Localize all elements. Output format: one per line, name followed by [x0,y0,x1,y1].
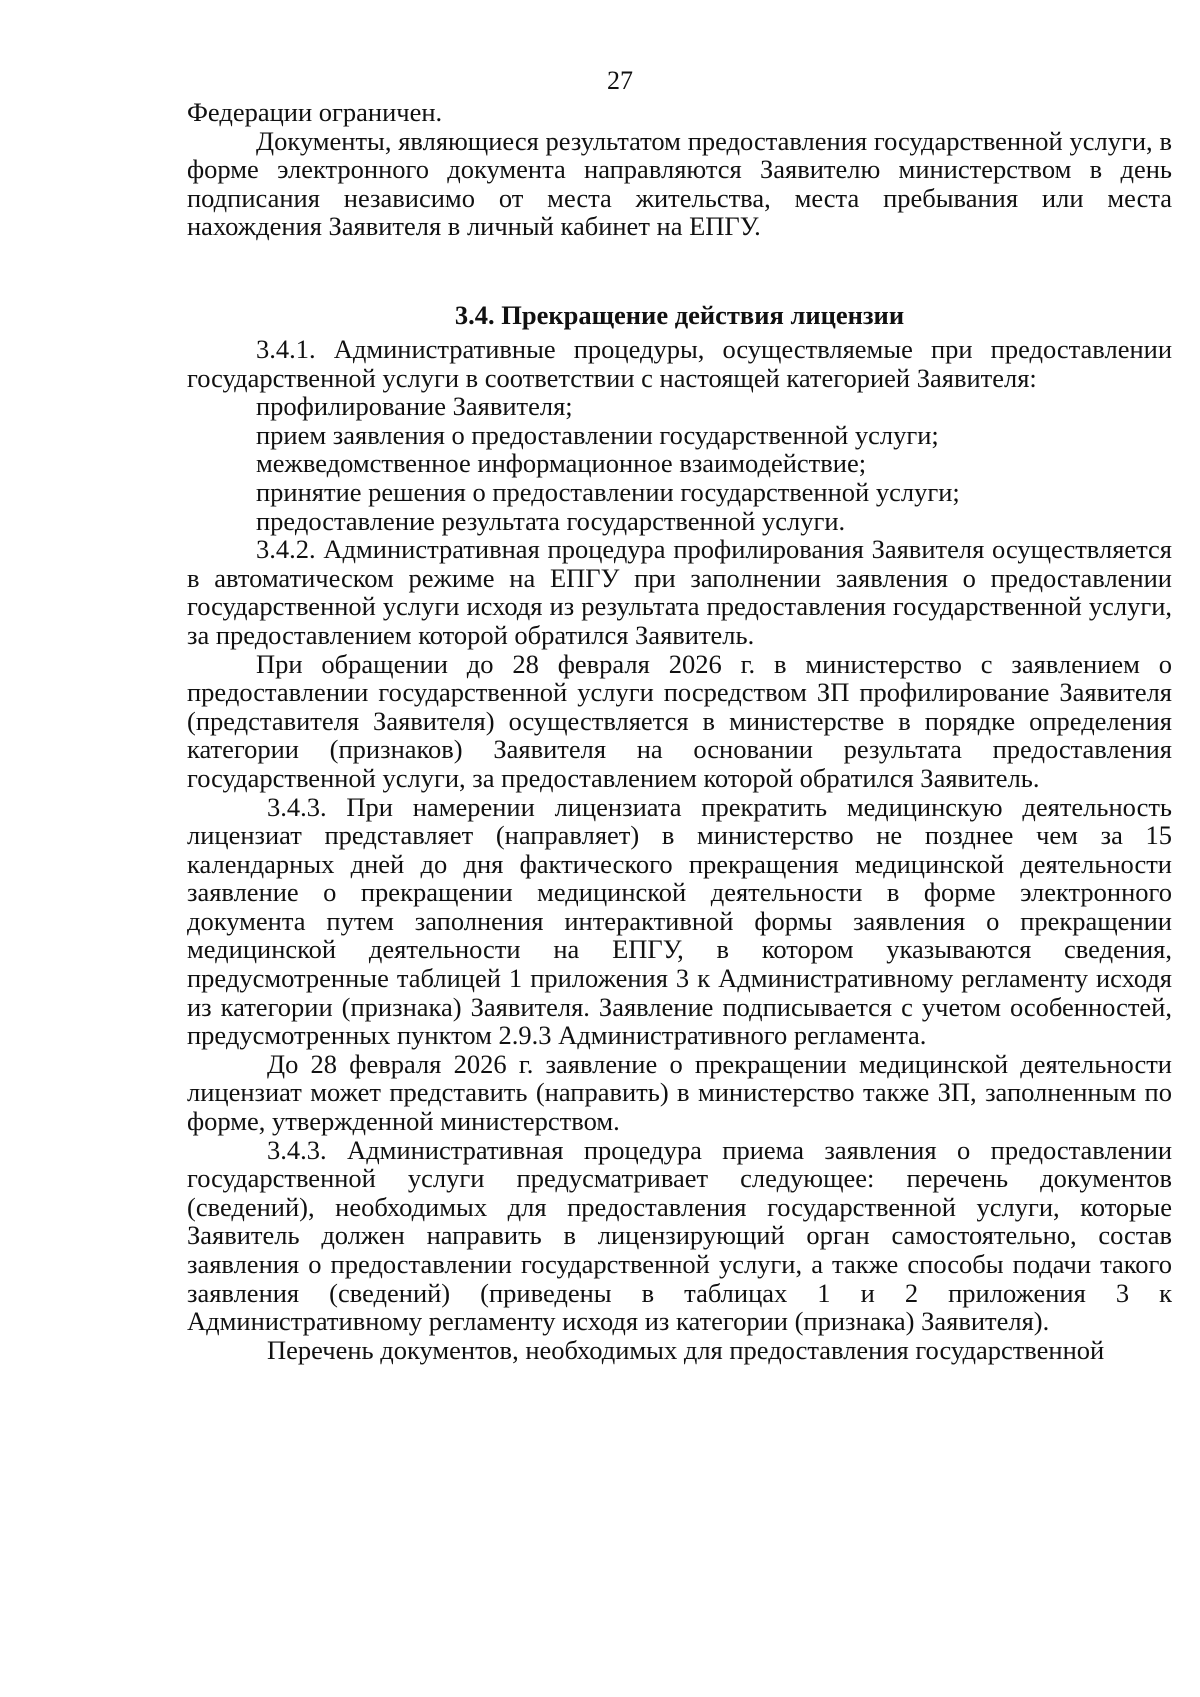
intro-block [187,98,1172,241]
section-title: 3.4. Прекращение действия лицензии [454,300,905,330]
paragraph-3-4-2: 3.4.2. Административная процедура профилирования Заявителя осуществляется в автоматическом режиме на ЕПГУ при заполнении заявления о предоставлении государственной услуги исходя из результата предоставления государственной услуги, за предоставлением которой обратился Заявитель. [187,534,1172,650]
paragraph-documents-list: Перечень документов, необходимых для предоставления государственной [267,1334,1105,1365]
paragraph-3-4-1: 3.4.1. Административные процедуры, осуществляемые при предоставлении государственной услуги в соответствии с настоящей категорией Заявителя: [187,334,1172,393]
list-item: межведомственное информационное взаимодействие; [256,448,867,479]
section-body [187,335,1172,1364]
paragraph-3-4-3-termination: 3.4.3. При намерении лицензиата прекратить медицинскую деятельность лицензиат представляет (направляет) в министерство не позднее чем за 15 календарных дней до дня фактического прекращения медицинской деятельности заявление о прекращении медицинской деятельности в форме электронного документа путем заполнения интерактивной формы заявления о прекращении медицинской деятельности на ЕПГУ, в котором указываются сведения, предусмотренные таблицей 1 приложения 3 к Административному регламенту исходя из категории (признака) Заявителя. Заявление подписывается с учетом особенностей, предусмотренных пунктом 2.9.3 Административного регламента. [187,791,1172,1051]
list-item: принятие решения о предоставлении государственной услуги; [256,476,960,507]
paragraph-until-february: При обращении до 28 февраля 2026 г. в министерство с заявлением о предоставлении государственной услуги посредством ЗП профилирование Заявителя (представителя Заявителя) осуществляется в министерстве в порядке определения категории (признаков) Заявителя на основании результата предоставления государственной услуги, за предоставлением которой обратился Заявитель. [187,648,1172,793]
paragraph-results-delivery: Документы, являющиеся результатом предоставления государственной услуги, в форме электронного документа направляются Заявителю министерством в день подписания независимо от места жительства, места пребывания или места нахождения Заявителя в личный кабинет на ЕПГУ. [187,125,1172,242]
paragraph-continuation: Федерации ограничен. [187,97,443,127]
page-number: 27 [607,66,633,95]
paragraph-3-4-3-reception: 3.4.3. Административная процедура приема заявления о предоставлении государственной услуги предусматривает следующее: перечень документов (сведений), необходимых для предоставления государственной услуги, которые Заявитель должен направить в лицензирующий орган самостоятельно, состав заявления о предоставлении государственной услуги, а также способы подачи такого заявления (сведений) (приведены в таблицах 1 и 2 приложения 3 к Административному регламенту исходя из категории (признака) Заявителя). [187,1134,1172,1337]
paragraph-paper-application: До 28 февраля 2026 г. заявление о прекращении медицинской деятельности лицензиат может представить (направить) в министерство также ЗП, заполненным по форме, утвержденной министерством. [187,1048,1172,1137]
list-item: прием заявления о предоставлении государственной услуги; [256,419,939,450]
list-item: предоставление результата государственной услуги. [256,505,846,536]
list-item: профилирование Заявителя; [256,391,573,422]
